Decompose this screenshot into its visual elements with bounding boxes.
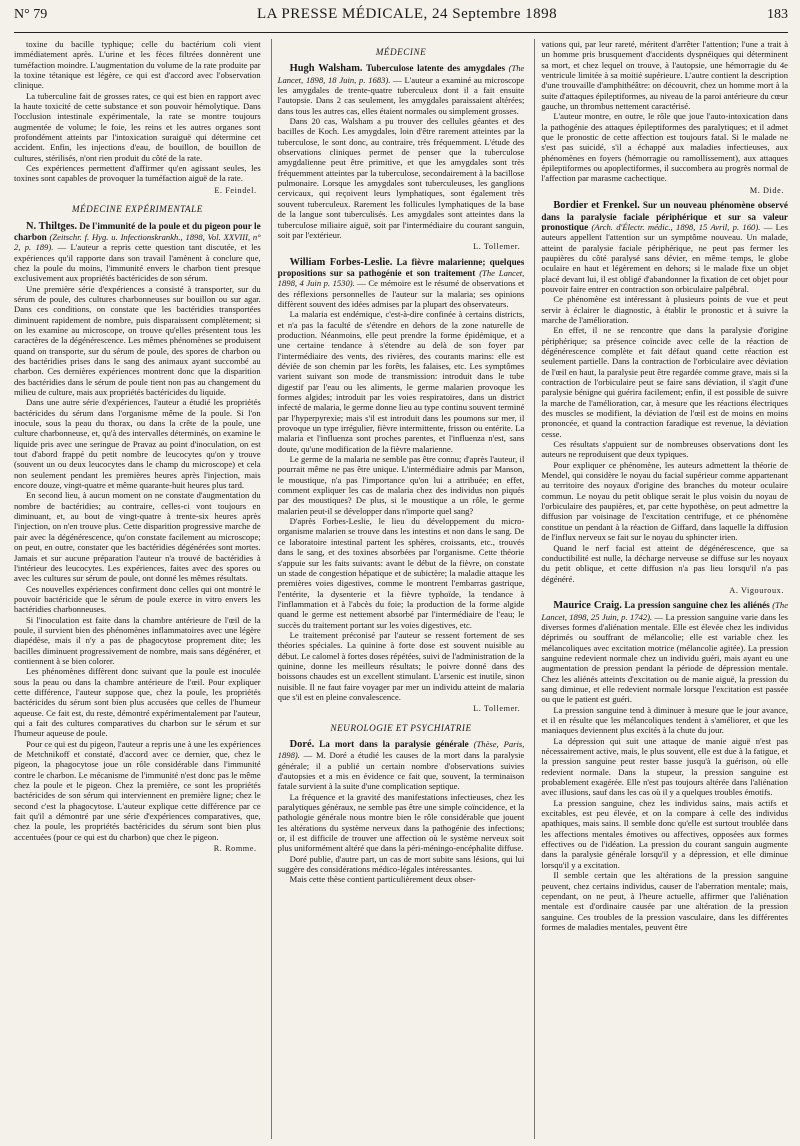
article-title: La mort dans la paralysie générale bbox=[319, 739, 469, 749]
article-heading bbox=[14, 221, 261, 284]
section-heading: MÉDECINE bbox=[375, 47, 427, 57]
author-signature: M. Dide. bbox=[749, 185, 785, 195]
column-1 bbox=[14, 39, 261, 1139]
paragraph: La fréquence et la gravité des manifestations infectieuses, chez les paralytiques généraux, ne semble pas être une simple coïncidence, et la pathologie générale nous montre bien le rôle considérable que jouent les altérations du système nerveux dans la pathogénie des infections; or, il est difficile de trouver une affection où le système nerveux soit plus uniformément altéré que dans la péri-méningo-encéphalite diffuse. bbox=[277, 791, 525, 854]
article-heading bbox=[278, 63, 525, 116]
paragraph: La pression sanguine, chez les individus sains, mais actifs et excitables, est peu élevée, et on la compare à celle des individus apathiques, mais sains. Il semble donc qu'elle est surtout troublée dans les affections mentales émotives ou affectives, opposées aux formes effectives ou de l'idéation. La pression du courant sanguin augmente dans la paralysie générale lorsqu'il y a dépression, et elle diminue lorsqu'il y a excitation. bbox=[541, 797, 789, 870]
article-source: (Zeitschr. f. Hyg. u. Infectionskrankh., 1898, Vol. XXVIII, n° 2, p. 189). bbox=[14, 231, 261, 253]
article-intro: — Ce mémoire est le résumé de observations et des réflexions personnelles de l'auteur sur la malaria; ses opinions diffèrent souvent des idées admises par la plupart des observateurs. bbox=[277, 278, 525, 309]
article-title: La fièvre malarienne; quelques propositions sur sa pathogénie et son traitement bbox=[277, 256, 525, 278]
paragraph: vations qui, par leur rareté, méritent d'arrêter l'attention; l'une a trait à un homme pris brusquement d'accidents dyspnéiques qui déterminent sa mort, et chez lequel on trouve, à l'autopsie, une hémorragie du 4e ventricule limitée à sa moitié supérieure. L'autre contient la description d'une trouvaille d'amphithéâtre: on découvrit, chez un homme mort à la suite d'attaques épileptiformes, au niveau de la paroi antérieure du cœur gauche, un thrombus nettement caractérisé. bbox=[541, 39, 789, 112]
paragraph: toxine du bacille typhique; celle du bactérium coli vient immédiatement après. L'urine et les fèces filtrées donnèrent une tuméfaction moindre. L'augmentation du volume de la rate produite par la toxine tétanique est légère, ce qui est d'accord avec l'observation clinique. bbox=[14, 39, 261, 91]
left-page-number: N° 79 bbox=[14, 7, 48, 22]
paragraph: En effet, il ne se rencontre que dans la paralysie d'origine périphérique; sa présence coïncide avec celle de la réaction de dégénérescence complète et fait défaut quand cette réaction est seulement partielle. Dans la contraction de l'orbiculaire avec déviation de l'œil en haut, la paralysie peut être regardée comme grave, mais si la contraction de l'orbiculaire peut se faire sans déviation, il s'agit d'une paralysie bénigne qui guérira facilement; enfin, il est possible de suivre la marche de l'amélioration, car, à mesure que les réactions électriques des muscles se modifient, la déviation de l'œil est de moins en moins prononcée, et quand la contraction faradique est revenue, la déviation cesse. bbox=[541, 325, 789, 439]
article-source: (The Lancet, 1898, 25 Juin, p. 1742). bbox=[541, 600, 789, 622]
article-title: De l'immunité de la poule et du pigeon pour le charbon bbox=[14, 220, 261, 242]
right-page-number: 183 bbox=[766, 7, 788, 22]
column-2 bbox=[271, 39, 525, 1139]
paragraph: Une première série d'expériences a consisté à transporter, sur du sérum de poule, des cultures charbonneuses sur bouillon ou sur agar. Dans ces conditions, on constate que les bactéridies transportées diminuent rapidement de nombre, puis disparaissent complètement; si on les examine au microscope, on trouve qu'elles présentent tous les caractères de la dégénérescence. Les mêmes phénomènes se produisent quand on transporte, sur du sérum de poule, des spores de charbon ou des bactéridies prises dans le sang des animaux ayant succombé au charbon. Ces dernières expériences montrent donc que la disparition des bactéridies dans le sérum de poule tient non pas au changement du milieu de culture, mais aux propriétés bactéricides du liquide. bbox=[14, 283, 261, 397]
article-author: Doré. bbox=[289, 739, 315, 750]
article-title: Tuberculose latente des amygdales bbox=[365, 63, 506, 74]
paragraph: L'auteur montre, en outre, le rôle que joue l'auto-intoxication dans la pathogénie des attaques épileptiformes des paralytiques; et il admet que le pronostic de cette affection est toujours fatal. Si le malade ne s'est pas suicidé, s'il a échappé aux maladies infectieuses, aux phénomènes en foyers (hémorragie ou ramollissement), aux attaques épileptiformes ou apoplectiformes, il succombera au progrès normal de l'affection par marasme cachectique. bbox=[541, 111, 789, 184]
article-title: Sur un nouveau phénomène observé dans la paralysie faciale périphérique et sur sa valeur pronostique bbox=[541, 200, 789, 232]
paragraph: Pour ce qui est du pigeon, l'auteur a repris une à une les expériences de Metchnikoff et constaté, d'accord avec ce dernier, que, chez le pigeon, la phagocytose joue un rôle considérable dans l'immunité contre le charbon. Le mécanisme de l'immunité n'est donc pas le même chez la poule et le pigeon. Chez la première, ce sont les propriétés bactéricides de son sérum qui interviennent en première ligne; chez le second c'est la phagocytose. L'auteur explique cette différence par ce fait qu'il a démontré par une série d'expériences comparatives, que, chez la poule, les propriétés bactéricides du sérum sont bien plus accentuées (pour ce qui est du charbon) que chez le pigeon. bbox=[14, 738, 261, 842]
article-intro: — L'auteur a repris cette question tant discutée, et les expériences qu'il rapporte dans son travail l'amènent à conclure que, chez la poule du moins, l'immunité envers le charbon tient presque exclusivement aux propriétés bactéricides de son sérum. bbox=[14, 242, 261, 284]
author-signature: L. Tollemer. bbox=[473, 242, 521, 252]
paragraph: Quand le nerf facial est atteint de dégénérescence, que sa conductibilité est nulle, la décharge nerveuse se diffuse sur les noyaux du petit oblique, et cette diffusion n'a pas lieu lorsqu'il n'a pas dégénéré. bbox=[541, 542, 789, 584]
article-source: (Thèse, Paris, 1898). bbox=[277, 739, 525, 761]
article-heading bbox=[278, 739, 525, 792]
article-author: William Forbes-Leslie. bbox=[289, 256, 393, 268]
paragraph: La dépression qui suit une attaque de manie aiguë n'est pas nécessairement active, mais, le plus souvent, elle est due à la fatigue, et la pression sanguine peut rester basse jusqu'à la guérison, où elle redevient normale. Dans la stupeur, la pression sanguine est probablement exagérée. Elle n'est pas toujours altérée dans l'aliénation avec illusions, sauf dans les cas où il y a quelques troubles émotifs. bbox=[541, 735, 789, 798]
author-signature: L. Tollemer. bbox=[473, 704, 521, 714]
author-signature: E. Feindel. bbox=[214, 185, 257, 195]
article-heading bbox=[541, 200, 788, 294]
paragraph: Mais cette thèse contient particulièrement deux obser- bbox=[289, 874, 476, 885]
paragraph: Il semble certain que les altérations de la pression sanguine peuvent, chez certains individus, causer de l'aberration mentale; mais, cependant, on ne peut, à l'heure actuelle, affirmer que l'aliénation mentale est d'ordinaire causée par une altération de la pression sanguine. Ces troubles de la pression vasculaire, dans les différentes formes de maladies mentales, peuvent être bbox=[541, 870, 789, 932]
article-author: Hugh Walsham. bbox=[289, 63, 363, 75]
article-author: Bordier et Frenkel. bbox=[553, 200, 640, 212]
article-intro: — M. Doré a étudié les causes de la mort dans la paralysie générale; il a publié un certain nombre d'observations suivies d'autopsies et a mis en évidence ce fait que, souvent, la terminaison fatale survient à la suite d'une complication septique. bbox=[277, 750, 525, 792]
paragraph: La pression sanguine tend à diminuer à mesure que le jour avance, et il en résulte que les mélancoliques tendent à s'améliorer, et que les maniaques deviennent plus excités à la chute du jour. bbox=[541, 704, 789, 736]
article-title: La pression sanguine chez les aliénés bbox=[624, 600, 770, 611]
article-author: Maurice Craig. bbox=[553, 600, 622, 612]
paragraph: Dans une autre série d'expériences, l'auteur a étudié les propriétés bactéricides du sérum dans l'organisme même de la poule. Si l'on inocule, sous la peau du thorax, ou dans la crête de la poule, une culture charbonneuse, et, qu'à des intervalles déterminés, on examine le liquide pris avec une seringue de Pravaz au point d'inoculation, on est tout d'abord frappé du petit nombre de leucocytes qu'on y trouve (souvent un ou deux leucocytes dans le champ du microscope) et cela non seulement pendant les premières heures après l'injection, mais encore douze, vingt-quatre et même quarante-huit heures plus tard. bbox=[14, 397, 261, 491]
paragraph: Le germe de la malaria ne semble pas être connu; d'après l'auteur, il pourrait même ne pas être unique. L'intermédiaire admis par Manson, le moustique, n'a pas l'importance qu'on lui a attribuée; en effet, comment expliquer les cas de malaria chez des individus non piqués par des moustiques? De plus, si le moustique a un rôle, le germe malarien peut-il se développer dans n'importe quel sang? bbox=[277, 454, 525, 516]
author-signature: A. Vigouroux. bbox=[729, 585, 785, 595]
article-source: (The Lancet, 1898, 4 Juin p. 1530). bbox=[277, 267, 525, 289]
paragraph: Les phénomènes diffèrent donc suivant que la poule est inoculée sous la peau ou dans la chambre antérieure de l'œil. Pour expliquer cette différence, l'auteur suppose que, chez la poule, les propriétés bactéricides du sérum sont bien plus accusées que celles de l'humeur aqueuse. Ce fait est, du reste, démontré expérimentalement par l'auteur, qui a fait des cultures comparatives du charbon sur le sérum et sur l'humeur aqueuse de poule. bbox=[14, 666, 261, 739]
article-intro: — Les auteurs appellent l'attention sur un symptôme nouveau. Un malade, atteint de paralysie faciale périphérique, ne peut pas fermer les paupières du côté paralysé sans dévier, en même temps, le globe oculaire en haut et légèrement en dehors; si le malade fixe un objet placé devant lui, il est obligé d'abandonner la fixation de cet objet pour pouvoir faire entrer en contraction son orbiculaire palpébral. bbox=[541, 221, 789, 294]
journal-title: LA PRESSE MÉDICALE, 24 Septembre 1898 bbox=[257, 6, 558, 22]
article-intro: — L'auteur a examiné au microscope les amygdales de trente-quatre tuberculeux dont il a fait ensuite l'autopsie. Dans 2 cas seulement, les amygdales paraissaient altérées; dans tous les autres cas, elles étaient normales ou simplement grosses. bbox=[277, 74, 525, 116]
article-author: N. Thiltges. bbox=[26, 220, 77, 232]
section-heading: MÉDECINE EXPÉRIMENTALE bbox=[71, 204, 203, 215]
paragraph: En second lieu, à aucun moment on ne constate d'augmentation du nombre de bactéridies; au contraire, celles-ci vont toujours en diminuant, et, au bout de vingt-quatre à trente-six heures après l'injection, on n'en trouve plus. Cette disparition progressive marche de pair avec la dégénérescence, qu'on constate facilement au microscope; on peut, en outre, constater que les bactéridies dégénérées sont mortes. Jamais et sur aucune préparation l'auteur n'a trouvé de bactéridies à l'intérieur des leucocytes. Les expériences, faites avec des spores ou avec les cultures sur sérum de poule, ont donné les mêmes résultats. bbox=[14, 490, 261, 584]
paragraph: D'après Forbes-Leslie, le lieu du développement du micro-organisme malarien se trouve dans les intestins et non dans le sang. De ce laboratoire intestinal partent les sphères, croissants, etc., trouvés dans le sang, et des toxines absorbées par l'organisme. Cette théorie s'appuie sur les faits suivants: avant le début de la fièvre, on constate un stade de congestion hépatique et de subictère; la maladie attaque les premières voies digestives, comme le montrent l'embarras gastrique, l'entérite, la dysenterie et la fièvre typhoïde, la tendance à l'inflammation et à l'abcès du foie; la production de la forme algide quand le germe est nettement absorbé par l'intermédiaire de l'eau; le succès du traitement portant sur les voies digestives, etc. bbox=[277, 516, 525, 630]
article-intro: — La pression sanguine varie dans les diverses formes d'aliénation mentale. Elle est élevée chez les individus déprimés ou souffrant de mélancolie; elle est variable chez les mélancoliques avec excitation motrice (mélancolie agitée). La pression sanguine redevient normale chez un individu guéri, mais ayant eu une augmentation de pression pendant la période de dépression mentale. Chez les aliénés atteints d'excitation ou de manie aiguë, la pression du sang diminue, et elle redevient normale lorsque l'excitation est passée ou que le patient est guéri. bbox=[541, 611, 789, 705]
paragraph: Ces résultats s'appuient sur de nombreuses observations dont les auteurs ne reproduisent que deux typiques. bbox=[541, 439, 789, 460]
page-header bbox=[14, 6, 788, 33]
paragraph: La malaria est endémique, c'est-à-dire confinée à certains districts, et n'a pas la faculté de s'étendre en dehors de la zone naturelle de production. Néanmoins, elle peut prendre la forme épidémique, et a une certaine tendance à s'étendre au delà de son foyer par l'intermédiaire des vents, des rivières, des courants marins: elle est déviée de son chemin par les forêts, les falaises, etc. Les symptômes varient suivant son mode de transmission: introduit dans le tube digestif par l'eau ou les aliments, le germe malarien provoque les formes algides; introduit par les voies respiratoires, dans un district infecté de malaria, le germe donne lieu au type continu souvent terminé par l'hyperpyrexie; mais s'il est introduit dans les poumons sur mer, il provoque un type irrégulier, fièvre intermittente, frisson ou entérite. La malaria et l'influenza sont proches parentes, et l'influenza n'est, sans doute, qu'une modification de la fièvre malarienne. bbox=[277, 309, 525, 454]
section-heading: NEUROLOGIE ET PSYCHIATRIE bbox=[330, 722, 472, 733]
article-heading bbox=[278, 257, 525, 310]
paragraph: Pour expliquer ce phénomène, les auteurs admettent la théorie de Mendel, qui considère le noyau du facial supérieur comme appartenant au territoire des noyaux d'origine des branches du moteur oculaire commun. Le noyau du petit oblique serait le plus voisin du noyau de l'orbiculaire des paupières, et, par cette hypothèse, on peut admettre la diffusion par voisinage de l'excitation centrifuge, et ce phénomène constitue un pendant à la réaction de Giffard, dans laquelle la diffusion de l'influx nerveux se fait sur le noyau du sphincter irien. bbox=[541, 459, 789, 543]
article-source: (The Lancet, 1898, 18 Juin, p. 1683). bbox=[277, 63, 525, 85]
paragraph: Ces nouvelles expériences confirment donc celles qui ont montré le pouvoir bactéricide que le sérum de poule exerce in vitro envers les bactéridies charbonneuses. bbox=[14, 583, 261, 615]
paragraph: La tuberculine fait de grosses rates, ce qui est bien en rapport avec la haute toxicité de cette substance et son pouvoir hémolytique. Dans l'occlusion intestinale expérimentale, la rate se montre toujours augmentée de volume; le foie, les reins et les autres organes sont profondément atteints par l'intoxication suraiguë qui détermine cet accident. Enfin, les injections d'eau, de bouillon, de bouillon de cultures, stérilisés, n'ont rien produit du côté de la rate. bbox=[14, 90, 261, 163]
paragraph: Dans 20 cas, Walsham a pu trouver des cellules géantes et des bacilles de Koch. Les amygdales, loin d'être rarement atteintes par la tuberculose, le sont donc, au contraire, très fréquemment. L'étude des observations cliniques permet de penser que la tuberculose amygdalienne peut être primitive, et que les amygdales sont très fréquemment atteintes par la tuberculose, secondairement à la bacillose pulmonaire. Lorsque les amygdales sont tuberculeuses, les ganglions cervicaux, qui reçoivent leurs lymphatiques, sont également très souvent tuberculeux. Rarement les follicules lymphatiques de la base de la langue sont tuberculisés. Les amygdales sont atteintes dans la tuberculose miliaire aiguë, soit par l'intermédiaire du courant sanguin, soit par l'extérieur. bbox=[277, 116, 525, 240]
column-3 bbox=[534, 39, 788, 1139]
paragraph: Doré publie, d'autre part, un cas de mort subite sans lésions, qui lui suggère des considérations médico-légales intéressantes. bbox=[277, 853, 525, 875]
article-heading bbox=[541, 600, 788, 704]
paragraph: Si l'inoculation est faite dans la chambre antérieure de l'œil de la poule, il survient bien des phénomènes inflammatoires avec une légère diapédèse, mais il n'y a pas de phagocytose proprement dite; les bacilles diminuent progressivement de nombre, mais sans dégénérer, et contiennent à se bien colorer. bbox=[14, 614, 261, 666]
paragraph: Ces expériences permettent d'affirmer qu'en agissant seules, les toxines sont capables de provoquer la tuméfaction aiguë de la rate. bbox=[14, 163, 261, 184]
paragraph: Le traitement préconisé par l'auteur se ressent fortement de ses théories spéciales. La quinine à forte dose est souvent nuisible au début. Le calomel à fortes doses répétées, suivi de l'administration de la quinine, donne les meilleurs résultats; le poivre donné dans des boissons chaudes est un excellent stimulant. L'arsenic est inutile, sinon nuisible. Il ne faut faire voyager par mer un individu atteint de malaria que s'il est en pleine convalescence. bbox=[277, 629, 525, 702]
article-source: (Arch. d'Électr. médic., 1898, 15 Avril, p. 160). bbox=[591, 221, 761, 232]
paragraph: Ce phénomène est intéressant à plusieurs points de vue et peut servir à éclairer le diagnostic, à établir le pronostic et à suivre la marche de l'amélioration. bbox=[541, 294, 789, 325]
author-signature: R. Romme. bbox=[213, 844, 257, 854]
